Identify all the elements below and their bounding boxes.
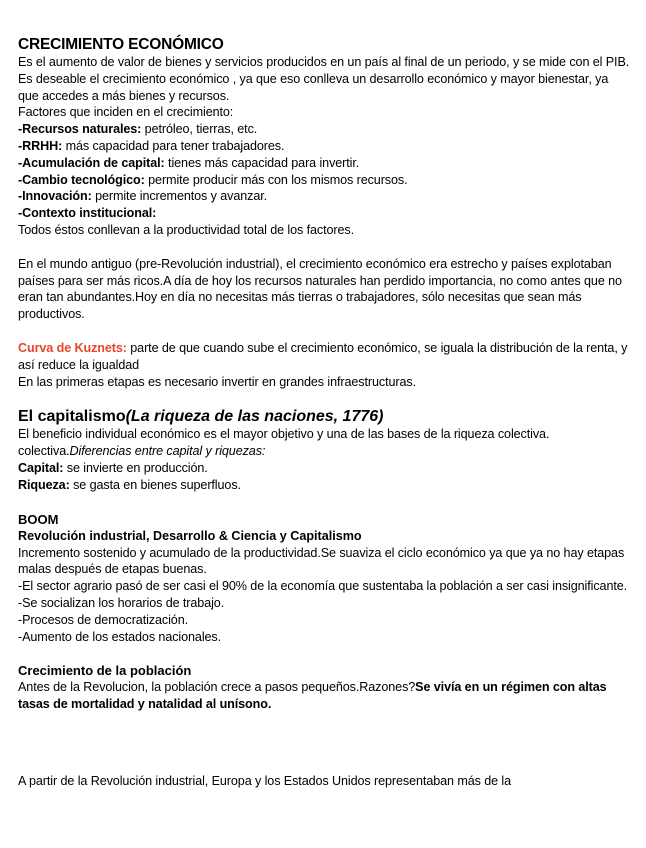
factor-item: [18, 188, 630, 205]
factor-label: -Contexto institucional:: [18, 206, 157, 221]
factor-text: tienes más capacidad para invertir.: [164, 155, 360, 170]
paragraph-mundo-antiguo: En el mundo antiguo (pre-Revolución industrial), el crecimiento económico era estrecho y países explotaban países para ser más ricos.A día de hoy los recursos naturales han perdido importancia, no como antes que no eran tan abundantes.Hoy en día no necesitas más tierras o trabajadores, sólo necesitas que sean más productivos.: [18, 256, 622, 322]
heading-capitalismo: [18, 407, 630, 426]
factor-label: -RRHH:: [18, 138, 63, 153]
kuznets-text: parte de que cuando sube el crecimiento económico, se iguala la distribución de la renta, y así reduce la igualdad: [18, 340, 628, 372]
factor-text: permite producir más con los mismos recursos.: [144, 172, 408, 187]
capital-item: [18, 460, 630, 477]
paragraph-infraestructuras: En las primeras etapas es necesario invertir en grandes infraestructuras.: [18, 374, 416, 389]
capitalismo-subtitle: (La riqueza de las naciones, 1776): [125, 408, 384, 426]
factor-item: [18, 172, 630, 189]
heading-crecimiento-economico: CRECIMIENTO ECONÓMICO: [18, 36, 224, 53]
poblacion-text: Antes de la Revolucion, la población crece a pasos pequeños.Razones?: [18, 680, 416, 695]
paragraph-factores-intro: Factores que inciden en el crecimiento:: [18, 105, 234, 120]
riqueza-label: Riqueza:: [18, 477, 70, 492]
factor-label: -Acumulación de capital:: [18, 155, 165, 170]
subheading-revolucion: Revolución industrial, Desarrollo & Ciencia y Capitalismo: [18, 528, 362, 543]
kuznets-label: Curva de Kuznets:: [18, 340, 127, 355]
factor-label: -Recursos naturales:: [18, 122, 142, 137]
factor-item: [18, 121, 630, 138]
factor-text: petróleo, tierras, etc.: [141, 122, 258, 137]
diferencias-text: Diferencias entre capital y riquezas:: [69, 444, 266, 459]
factor-item: [18, 155, 630, 172]
capitalismo-title: El capitalismo: [18, 408, 126, 426]
factors-list: [18, 121, 630, 222]
paragraph-productividad: Todos éstos conllevan a la productividad total de los factores.: [18, 222, 355, 237]
poblacion-bold: Se vivía en un régimen con altas tasas de mortalidad y natalidad al unísono.: [18, 680, 607, 712]
document-page: [18, 36, 630, 790]
paragraph-poblacion: [18, 679, 630, 713]
factor-text: permite incrementos y avanzar.: [91, 189, 268, 204]
paragraph-definition: Es el aumento de valor de bienes y servicios producidos en un país al final de un periodo, y se mide con el PIB.: [18, 55, 630, 69]
factor-item: [18, 138, 630, 155]
factor-label: -Cambio tecnológico:: [18, 172, 145, 187]
boom-item: -Aumento de los estados nacionales.: [18, 629, 222, 644]
heading-boom: BOOM: [18, 511, 59, 527]
riqueza-item: [18, 477, 630, 494]
beneficio-text: El beneficio individual económico es el mayor objetivo y una de las bases de la riqueza colectiva. colectiva.: [18, 427, 550, 459]
factor-text: más capacidad para tener trabajadores.: [62, 138, 285, 153]
riqueza-text: se gasta en bienes superfluos.: [69, 477, 241, 492]
heading-poblacion: Crecimiento de la población: [18, 663, 192, 679]
paragraph-incremento: Incremento sostenido y acumulado de la productividad.Se suaviza el ciclo económico ya que ya no hay etapas malas después de etapas buenas.: [18, 545, 625, 577]
paragraph-revolucion-europa: A partir de la Revolución industrial, Europa y los Estados Unidos representaban más de la: [18, 773, 512, 788]
boom-item: -Se socializan los horarios de trabajo.: [18, 595, 225, 610]
capital-label: Capital:: [18, 460, 64, 475]
boom-item: -El sector agrario pasó de ser casi el 90% de la economía que sustentaba la población a ser casi insignificante.: [18, 579, 628, 594]
factor-item: [18, 205, 630, 222]
capital-text: se invierte en producción.: [63, 460, 208, 475]
boom-item: -Procesos de democratización.: [18, 612, 188, 627]
paragraph-deseable: Es deseable el crecimiento económico , ya que eso conlleva un desarrollo económico y mayor bienestar, ya que accedes a más bienes y recursos.: [18, 71, 609, 103]
paragraph-kuznets: [18, 340, 630, 374]
factor-label: -Innovación:: [18, 189, 92, 204]
paragraph-beneficio: [18, 426, 630, 460]
